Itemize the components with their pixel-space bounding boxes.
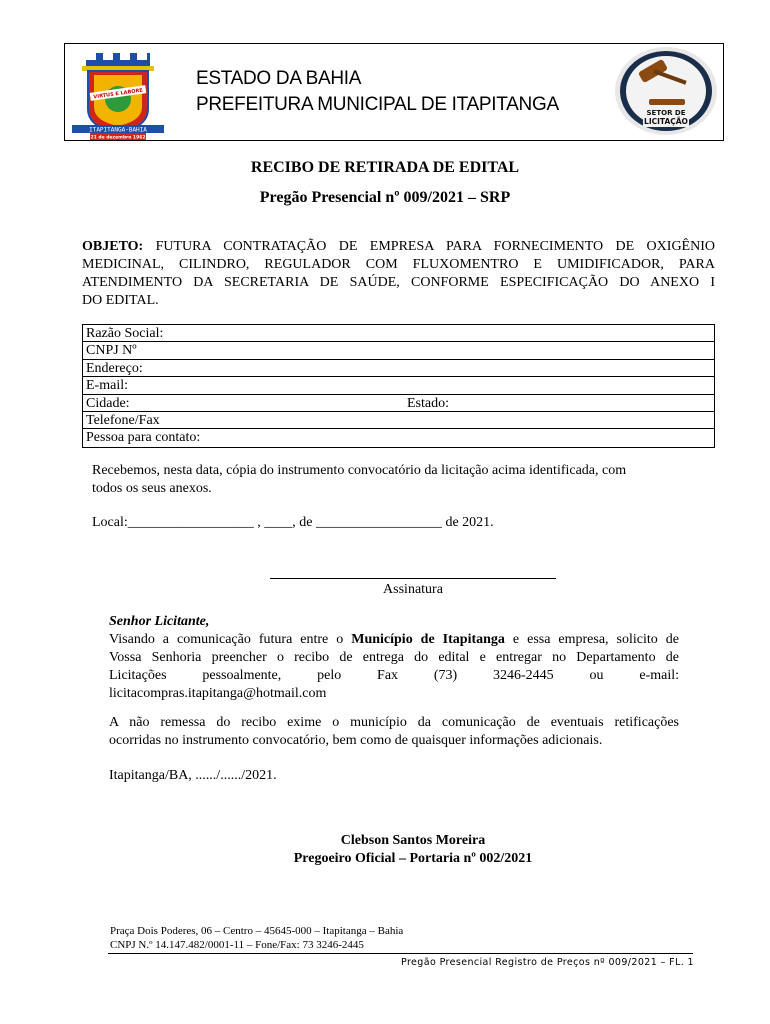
- seal-text-bottom: LICITAÇÃO: [644, 117, 688, 126]
- licitacao-seal-logo: [613, 45, 719, 137]
- municipal-crest-logo: [70, 49, 166, 141]
- form-row-endereco[interactable]: Endereço:: [83, 360, 714, 377]
- notice-line-2: Vossa Senhoria preencher o recibo de entrega do edital e entregar no Departamento de: [109, 650, 679, 665]
- estado-label: Estado:: [407, 395, 449, 411]
- notice-para2-line-2: ocorridas no instrumento convocatório, bem como de quaisquer informações adicionais.: [109, 733, 603, 748]
- signer-name: Clebson Santos Moreira: [340, 833, 486, 848]
- document-subtitle: Pregão Presencial nº 009/2021 – SRP: [259, 189, 511, 206]
- footer-divider: [108, 953, 693, 954]
- notice-line-3: Licitações pessoalmente, pelo Fax (73) 3246-2445 ou e-mail:: [109, 668, 679, 683]
- crest-crown: [82, 53, 154, 71]
- form-row-contato[interactable]: Pessoa para contato:: [86, 430, 201, 446]
- footer-address: Praça Dois Poderes, 06 – Centro – 45645-000 – Itapitanga – Bahia: [110, 925, 404, 937]
- objeto-line-4: DO EDITAL.: [82, 293, 159, 308]
- objeto-line-2: MEDICINAL, CILINDRO, REGULADOR COM FLUXOMENTRO E UMIDIFICADOR, PARA: [82, 257, 715, 272]
- local-date-line: Local:__________________ , ____, de __________________ de 2021.: [92, 515, 494, 530]
- footer-page-reference: Pregão Presencial Registro de Preços nº 009/2021 – FL. 1: [400, 957, 694, 968]
- place-date-line: Itapitanga/BA, ....../....../2021.: [109, 768, 277, 783]
- document-title: RECIBO DE RETIRADA DE EDITAL: [250, 159, 520, 176]
- receipt-line-1: Recebemos, nesta data, cópia do instrumento convocatório da licitação acima identificada, com: [92, 463, 627, 478]
- crest-date-text: 21 de dezembro 1962: [90, 135, 146, 141]
- form-row-email[interactable]: E-mail:: [83, 377, 714, 394]
- seal-text-top: SETOR DE: [646, 109, 686, 117]
- crest-banner-text: VIRTUS E LABORE: [93, 87, 144, 101]
- municipio-name: Município de Itapitanga: [351, 632, 505, 647]
- form-row-cnpj[interactable]: CNPJ Nº: [83, 342, 714, 359]
- form-row-razao-social[interactable]: Razão Social:: [83, 325, 714, 342]
- signer-role: Pregoeiro Oficial – Portaria nº 002/2021: [293, 851, 533, 866]
- notice-paragraph: [109, 613, 679, 703]
- signature-label: Assinatura: [383, 582, 443, 597]
- crest-ribbon-text: ITAPITANGA-BAHIA: [89, 126, 147, 134]
- objeto-label: OBJETO:: [82, 239, 144, 254]
- notice-paragraph-2: [109, 714, 679, 750]
- objeto-line-1: OBJETO: FUTURA CONTRATAÇÃO DE EMPRESA PARA FORNECIMENTO DE OXIGÊNIO: [82, 239, 715, 254]
- receipt-line-2: todos os seus anexos.: [92, 481, 212, 496]
- form-row-telefone[interactable]: Telefone/Fax: [83, 412, 714, 429]
- form-row-cidade[interactable]: Cidade: Estado:: [83, 395, 714, 412]
- contact-email: licitacompras.itapitanga@hotmail.com: [109, 686, 327, 701]
- state-title: ESTADO DA BAHIA: [196, 68, 362, 89]
- footer-cnpj: CNPJ N.º 14.147.482/0001-11 – Fone/Fax: 73 3246-2445: [110, 939, 364, 951]
- receipt-paragraph: [92, 462, 712, 498]
- bidder-info-table: [82, 324, 715, 448]
- objeto-paragraph: [82, 238, 715, 310]
- notice-para2-line-1: A não remessa do recibo exime o município da comunicação de eventuais retificações: [109, 715, 679, 730]
- objeto-line-3: ATENDIMENTO DA SECRETARIA DE SAÚDE, CONFORME ESPECIFICAÇÃO DO ANEXO I: [82, 275, 715, 290]
- prefecture-title: PREFEITURA MUNICIPAL DE ITAPITANGA: [196, 94, 559, 115]
- notice-salutation: Senhor Licitante,: [109, 614, 210, 629]
- notice-line-1: Visando a comunicação futura entre o Município de Itapitanga e essa empresa, solicito de: [109, 632, 679, 647]
- signature-line: [270, 578, 556, 579]
